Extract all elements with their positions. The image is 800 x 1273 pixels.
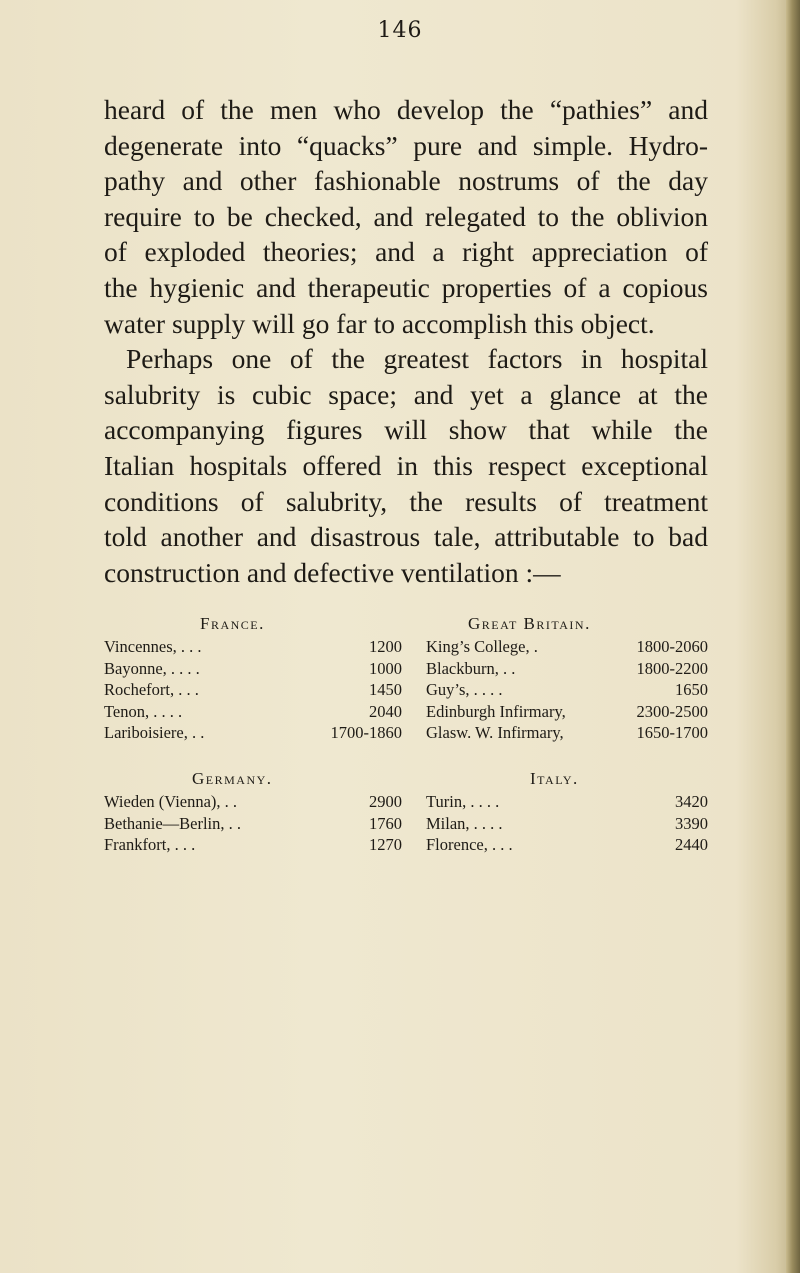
cubic-space-value: 1760 [369,813,402,833]
cubic-space-value: 1000 [369,658,402,678]
table-row [104,834,402,856]
table-row [104,679,402,701]
cubic-space-value: 2440 [675,835,708,854]
hospital-name: Guy’s, . . . . [426,680,503,699]
table-title-italy: Italy. [530,769,579,788]
table-row [104,636,402,658]
hospital-name: Blackburn, . . [426,658,516,678]
text-line: degenerate into “quacks” pure and simple. Hydro- [104,129,708,161]
hospital-name: Rochefort, . . . [104,680,199,699]
hospital-name: Milan, . . . . [426,813,503,833]
table-italy [426,767,708,856]
table-row [104,791,402,813]
text-line: conditions of salubrity, the results of treatment [104,485,708,517]
text-line: heard of the men who develop the “pathies” and [104,94,708,125]
hospital-name: Edinburgh Infirmary, [426,701,566,721]
cubic-space-value: 1200 [369,637,402,656]
hospital-name: Bayonne, . . . . [104,658,200,678]
text-line: pathy and other fashionable nostrums of the day [104,165,708,197]
text-line: Italian hospitals offered in this respect exceptional [104,449,708,481]
cubic-space-value: 1270 [369,835,402,854]
cubic-space-value: 1700-1860 [330,723,402,742]
table-title-great-britain: Great Britain. [468,614,591,633]
table-france [104,612,402,744]
text-line: water supply will go far to accomplish this object. [104,307,655,339]
body-paragraphs [104,92,708,590]
cubic-space-value: 2040 [369,701,402,721]
page-number: 146 [377,18,423,43]
cubic-space-value: 1650 [675,680,708,699]
table-row [426,679,708,701]
hospital-name: Turin, . . . . [426,792,500,811]
text-line: told another and disastrous tale, attributable to bad [104,521,708,553]
table-row [426,722,708,744]
hospital-name: Florence, . . . [426,835,513,854]
cubic-space-value: 1650-1700 [636,723,708,742]
cubic-space-value: 3420 [675,792,708,811]
text-line: Perhaps one of the greatest factors in hospital [126,343,708,375]
text-line: accompanying figures will show that while the [104,414,708,446]
text-line: construction and defective ventilation :— [104,556,561,588]
book-spine-edge [786,0,800,1273]
table-row [104,658,402,680]
table-row [426,834,708,856]
hospital-name: King’s College, . [426,637,538,656]
cubic-space-value: 2900 [369,792,402,811]
text-line: salubrity is cubic space; and yet a glance at the [104,378,708,410]
text-line: of exploded theories; and a right appreciation of [104,236,708,268]
hospital-name: Bethanie—Berlin, . . [104,813,242,833]
table-row [426,813,708,835]
table-row [426,701,708,723]
table-row [104,701,402,723]
hospital-name: Frankfort, . . . [104,835,196,854]
hospital-name: Tenon, . . . . [104,701,183,721]
table-germany [104,767,402,856]
cubic-space-value: 3390 [675,813,708,833]
hospital-name: Wieden (Vienna), . . [104,792,238,811]
table-title-germany: Germany. [192,769,273,788]
table-title-france: France. [200,614,265,633]
text-line: the hygienic and therapeutic properties of a copious [104,271,708,303]
cubic-space-value: 1800-2060 [636,637,708,656]
table-great-britain [426,612,708,744]
cubic-space-value: 1450 [369,680,402,699]
table-row [104,813,402,835]
table-row [426,791,708,813]
cubic-space-value: 2300-2500 [636,701,708,721]
hospital-name: Glasw. W. Infirmary, [426,723,564,742]
table-row [426,636,708,658]
cubic-space-value: 1800-2200 [636,658,708,678]
hospital-name: Lariboisiere, . . [104,723,205,742]
text-line: require to be checked, and relegated to the oblivion [104,200,708,232]
table-row [426,658,708,680]
table-row [104,722,402,744]
hospital-name: Vincennes, . . . [104,637,202,656]
